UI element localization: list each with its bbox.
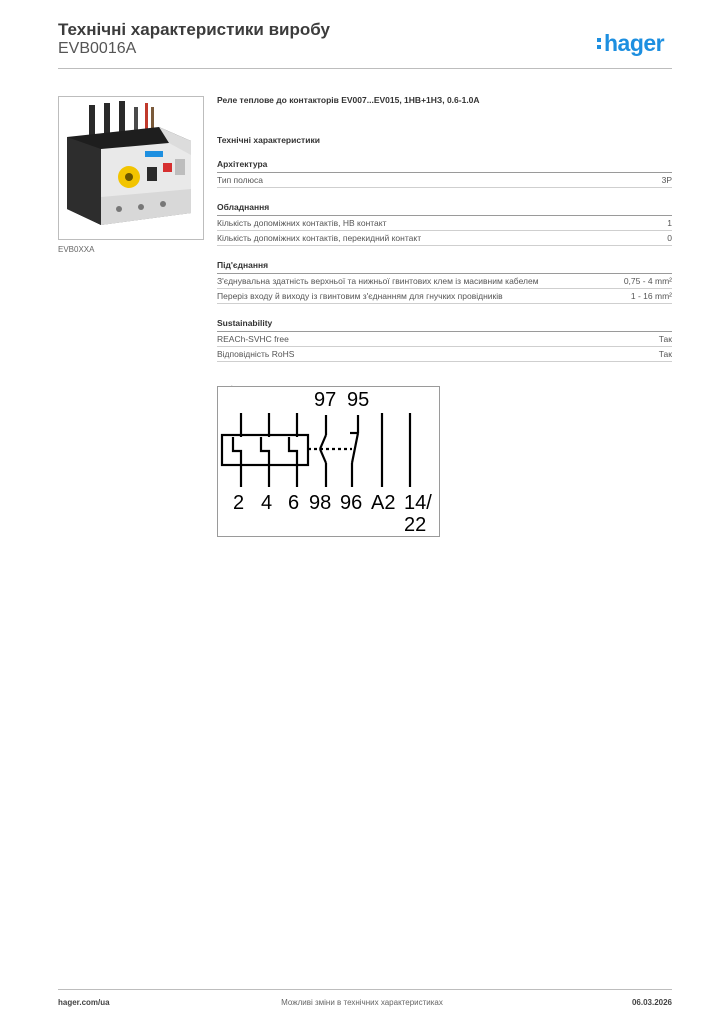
spec-label: REACh-SVHC free — [217, 334, 289, 344]
specs-content — [217, 95, 672, 394]
terminal-label-95: 95 — [347, 389, 370, 411]
spec-value: 0 — [667, 233, 672, 243]
spec-row — [217, 289, 672, 304]
spec-value: 0,75 - 4 mm² — [623, 276, 672, 286]
footer-divider — [58, 989, 672, 990]
footer-date: 06.03.2026 — [631, 998, 672, 1007]
logo-text: hager — [604, 30, 665, 56]
terminal-label-97: 97 — [314, 389, 337, 411]
spec-label: Кількість допоміжних контактів, перекидний контакт — [217, 233, 422, 243]
spec-row — [217, 216, 672, 231]
spec-label: Відповідність RoHS — [217, 349, 295, 359]
footer-note: Можливі зміни в технічних характеристиках — [281, 998, 443, 1007]
terminal-label-4: 4 — [261, 492, 273, 514]
logo-dots-icon — [596, 31, 603, 51]
header-divider — [58, 68, 672, 69]
product-description: Реле теплове до контакторів EV007...EV015, 1НВ+1НЗ, 0.6-1.0A — [217, 95, 480, 105]
spec-group-architecture — [217, 159, 672, 188]
spec-row — [217, 173, 672, 188]
spec-group-title: Під'єднання — [217, 260, 672, 274]
terminal-label-98: 98 — [309, 492, 332, 514]
terminal-label-6: 6 — [288, 492, 300, 514]
spec-row — [217, 274, 672, 289]
page-title: Технічні характеристики виробу — [58, 20, 330, 39]
footer-website-link[interactable]: hager.com/ua — [58, 998, 110, 1007]
product-code: EVB0016A — [58, 40, 137, 57]
spec-value: Так — [658, 349, 672, 359]
terminal-label-2: 2 — [233, 492, 245, 514]
spec-value: Так — [658, 334, 672, 344]
terminal-label-22: 22 — [404, 514, 427, 536]
spec-group-title: Архітектура — [217, 159, 672, 173]
hager-logo[interactable] — [596, 30, 664, 57]
spec-row — [217, 231, 672, 246]
terminal-label-96: 96 — [340, 492, 363, 514]
terminal-label-14: 14/ — [404, 492, 432, 514]
spec-label: Кількість допоміжних контактів, НВ контакт — [217, 218, 387, 228]
spec-row — [217, 347, 672, 362]
terminal-label-a2: A2 — [371, 492, 396, 514]
spec-group-title: Sustainability — [217, 318, 672, 332]
spec-row — [217, 332, 672, 347]
wiring-diagram — [217, 386, 440, 537]
spec-group-title: Обладнання — [217, 202, 672, 216]
spec-group-connection — [217, 260, 672, 304]
spec-value: 1 - 16 mm² — [630, 291, 672, 301]
spec-label: Тип полюса — [217, 175, 263, 185]
spec-value: 3P — [661, 175, 672, 185]
wiring-diagram-svg — [218, 387, 439, 536]
specs-section-title: Технічні характеристики — [217, 135, 320, 145]
image-caption: EVB0XXA — [58, 245, 95, 254]
spec-label: З'єднувальна здатність верхньої та нижньої гвинтових клем із масивним кабелем — [217, 276, 539, 286]
spec-value: 1 — [667, 218, 672, 228]
spec-group-equipment — [217, 202, 672, 246]
spec-label: Переріз входу й виходу із гвинтовим з'єднанням для гнучких провідників — [217, 291, 503, 301]
product-image — [58, 96, 204, 240]
thermal-relay-illustration — [59, 97, 203, 239]
spec-group-sustainability — [217, 318, 672, 362]
